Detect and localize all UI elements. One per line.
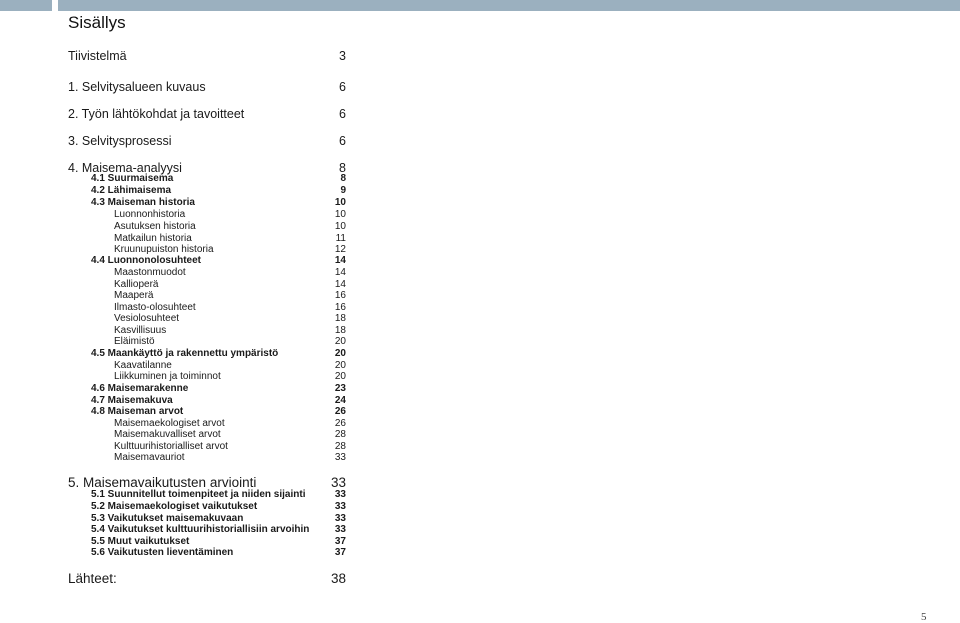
toc-entry-page: 10 — [334, 221, 346, 232]
toc-entry — [68, 107, 348, 121]
toc-entry-page: 18 — [334, 313, 346, 324]
toc-entry-label: Kaavatilanne — [114, 360, 172, 371]
toc-entry — [68, 475, 348, 489]
toc-entry-page: 14 — [334, 255, 346, 266]
toc-entry-page: 3 — [339, 49, 346, 63]
toc-entry-label: Kulttuurihistorialliset arvot — [114, 441, 228, 452]
toc-entry-label: 5.6 Vaikutusten lieventäminen — [91, 547, 234, 558]
toc-entry-label: Matkailun historia — [114, 233, 192, 244]
toc-entry-label: Kruunupuiston historia — [114, 244, 214, 255]
toc-entry-label: 5. Maisemavaikutusten arviointi — [68, 475, 257, 490]
toc-entry-label: Tiivistelmä — [68, 49, 127, 63]
toc-entry-label: Kallioperä — [114, 279, 159, 290]
toc-entry-page: 16 — [334, 302, 346, 313]
toc-entry-page: 28 — [334, 429, 346, 440]
toc-entry-label: 1. Selvitysalueen kuvaus — [68, 80, 206, 94]
toc-entry-label: 4.4 Luonnonolosuhteet — [91, 255, 201, 266]
toc-entry-page: 28 — [334, 441, 346, 452]
toc-entry-label: 4.6 Maisemarakenne — [91, 383, 189, 394]
toc-entry-label: 2. Työn lähtökohdat ja tavoitteet — [68, 107, 245, 121]
toc-entry-page: 8 — [339, 161, 346, 175]
toc-entry-page: 10 — [334, 209, 346, 220]
toc-entry-page: 9 — [340, 185, 346, 196]
toc-entry — [68, 571, 348, 585]
toc-entry-page: 26 — [334, 418, 346, 429]
toc-entry — [68, 49, 348, 63]
toc-entry-page: 33 — [330, 475, 346, 490]
toc-entry-page: 10 — [334, 197, 346, 208]
toc-entry-label: 4. Maisema-analyysi — [68, 161, 182, 175]
toc-entry-page: 18 — [334, 325, 346, 336]
toc-entry-label: Lähteet: — [68, 571, 117, 586]
toc-entry-page: 24 — [334, 395, 346, 406]
toc-entry-label: Maastonmuodot — [114, 267, 186, 278]
toc-entry-page: 6 — [339, 107, 346, 121]
toc-entry-label: 5.2 Maisemaekologiset vaikutukset — [91, 501, 258, 512]
toc-entry-page: 26 — [334, 406, 346, 417]
toc-entry-page: 6 — [339, 80, 346, 94]
toc-entry-label: Maisemaekologiset arvot — [114, 418, 225, 429]
toc-entry-label: Ilmasto-olosuhteet — [114, 302, 196, 313]
page-number: 5 — [921, 611, 927, 623]
toc-entry-label: Maaperä — [114, 290, 154, 301]
toc-entry-page: 23 — [334, 383, 346, 394]
toc-entry-label: 4.7 Maisemakuva — [91, 395, 173, 406]
toc-entry-page: 12 — [334, 244, 346, 255]
toc-entry — [68, 452, 348, 466]
toc-entry-page: 11 — [335, 233, 346, 244]
toc-entry-label: 5.3 Vaikutukset maisemakuvaan — [91, 513, 244, 524]
toc-entry-page: 37 — [334, 536, 346, 547]
toc-entry-page: 20 — [334, 348, 346, 359]
toc-entry-label: 4.1 Suurmaisema — [91, 173, 174, 184]
toc-entry-label: 5.5 Muut vaikutukset — [91, 536, 190, 547]
toc-entry-page: 8 — [340, 173, 346, 184]
toc-entry-label: Maisemakuvalliset arvot — [114, 429, 221, 440]
toc-entry-page: 14 — [334, 267, 346, 278]
toc-entry-label: Luonnonhistoria — [114, 209, 186, 220]
toc-entry — [68, 547, 348, 561]
toc-entry-page: 33 — [334, 452, 346, 463]
toc-entry-page: 33 — [334, 501, 346, 512]
toc-entry-page: 20 — [334, 336, 346, 347]
toc-entry-page: 20 — [334, 371, 346, 382]
toc-entry-label: 4.8 Maiseman arvot — [91, 406, 184, 417]
toc-entry-page: 16 — [334, 290, 346, 301]
toc-entry-page: 33 — [334, 513, 346, 524]
toc-entry-label: Kasvillisuus — [114, 325, 167, 336]
toc-entry — [68, 80, 348, 94]
toc-entry-label: Liikkuminen ja toiminnot — [114, 371, 221, 382]
page-title: Sisällys — [68, 13, 126, 32]
toc-entry-label: 4.5 Maankäyttö ja rakennettu ympäristö — [91, 348, 279, 359]
header-bar-right — [58, 0, 960, 11]
toc-entry-page: 37 — [334, 547, 346, 558]
toc-entry-page: 6 — [339, 134, 346, 148]
header-bar-left — [0, 0, 52, 11]
toc-entry-page: 33 — [334, 524, 346, 535]
toc-entry-label: 4.2 Lähimaisema — [91, 185, 172, 196]
toc-entry-label: Vesiolosuhteet — [114, 313, 180, 324]
toc-entry-label: 3. Selvitysprosessi — [68, 134, 172, 148]
toc-entry-label: 5.4 Vaikutukset kulttuurihistoriallisiin arvoihin — [91, 524, 310, 535]
toc-entry-label: Asutuksen historia — [114, 221, 196, 232]
toc-entry — [68, 134, 348, 148]
toc-entry-label: 5.1 Suunnitellut toimenpiteet ja niiden sijainti — [91, 489, 306, 500]
toc-entry-label: Maisemavauriot — [114, 452, 185, 463]
toc-entry-label: Eläimistö — [114, 336, 155, 347]
toc-entry-page: 14 — [334, 279, 346, 290]
toc-entry-label: 4.3 Maiseman historia — [91, 197, 195, 208]
toc-entry-page: 20 — [334, 360, 346, 371]
toc-entry-page: 33 — [334, 489, 346, 500]
toc-entry-page: 38 — [330, 571, 346, 586]
